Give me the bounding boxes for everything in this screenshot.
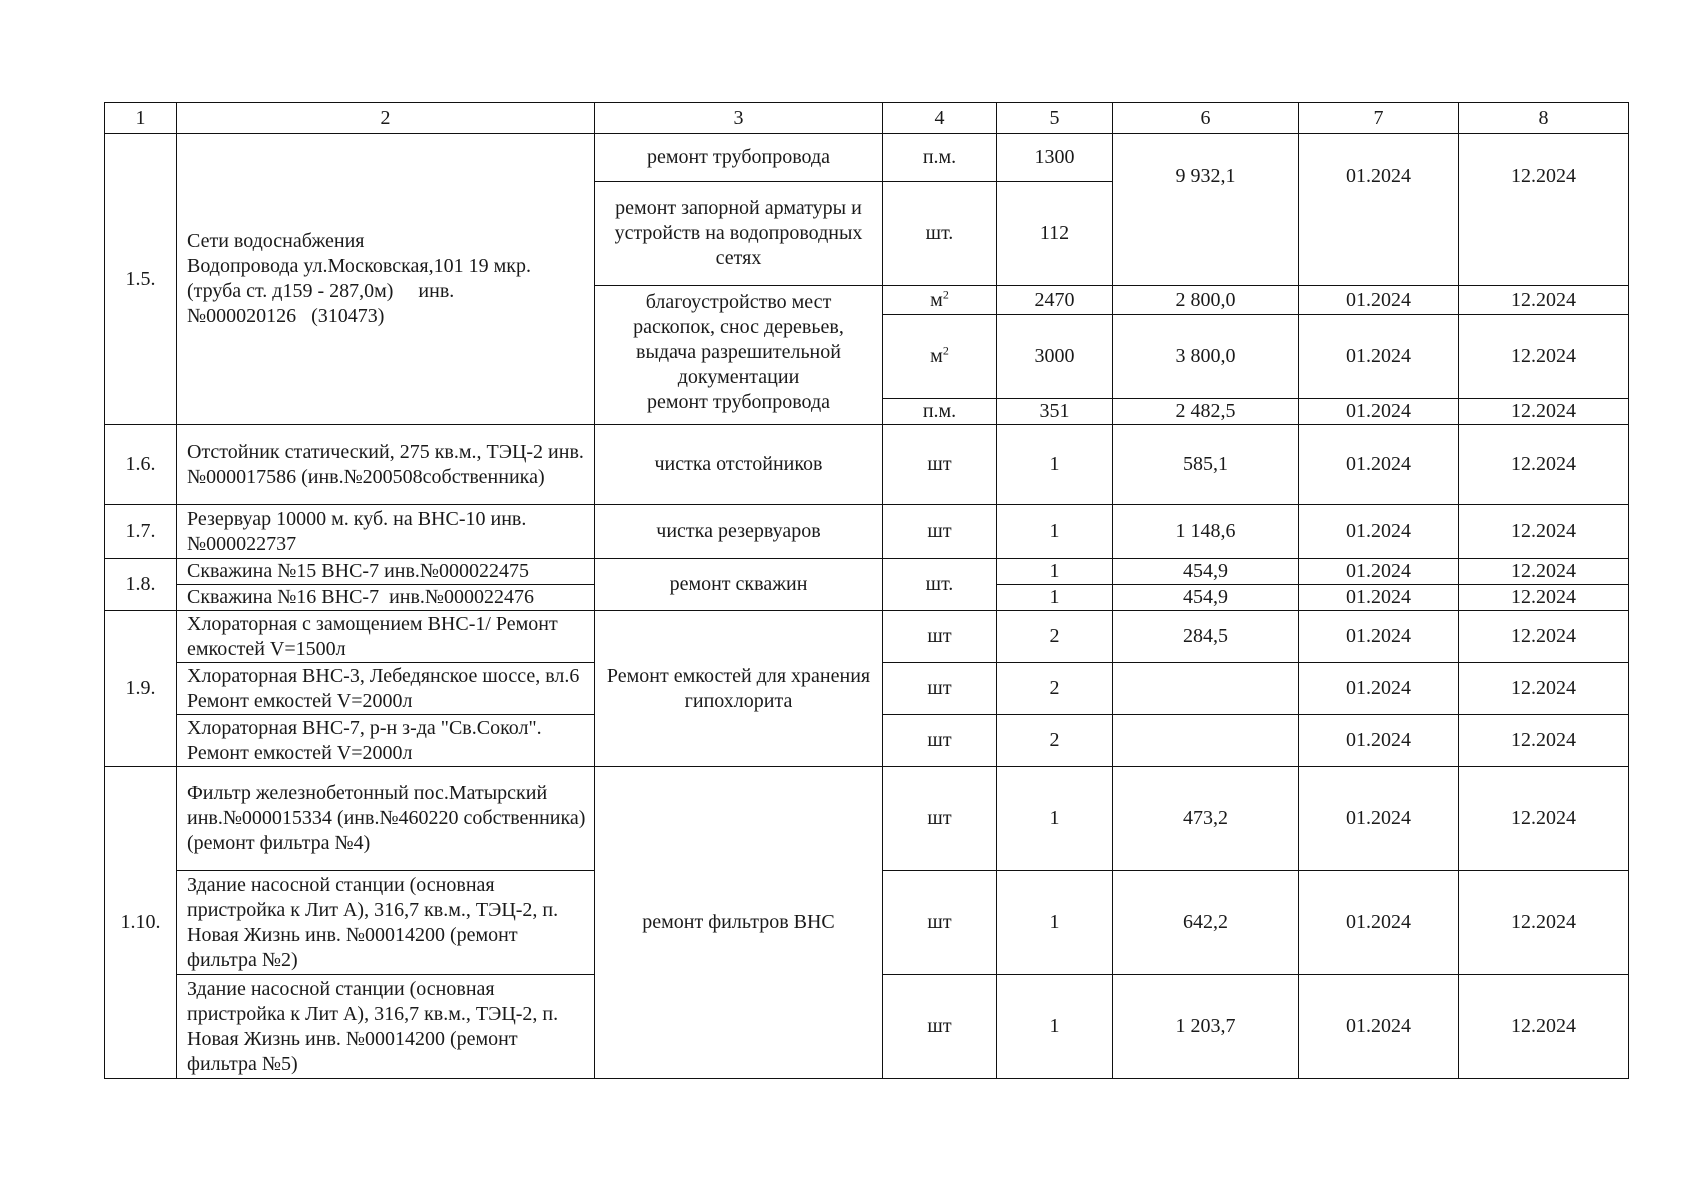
table-row	[105, 505, 1629, 559]
quantity-cell: 1	[997, 767, 1113, 871]
table-row	[105, 559, 1629, 585]
cost-cell: 1 148,6	[1113, 505, 1299, 559]
cost-cell: 3 800,0	[1113, 315, 1299, 399]
start-date-cell: 01.2024	[1299, 425, 1459, 505]
unit-superscript: 2	[942, 343, 949, 358]
unit-cell: шт	[883, 505, 997, 559]
end-date-cell: 12.2024	[1459, 286, 1629, 315]
unit-cell: шт	[883, 767, 997, 871]
table-row	[105, 425, 1629, 505]
row-number: 1.5.	[105, 134, 177, 425]
end-date-cell: 12.2024	[1459, 315, 1629, 399]
start-date-cell: 01.2024	[1299, 505, 1459, 559]
end-date-cell: 12.2024	[1459, 663, 1629, 715]
cost-cell: 2 482,5	[1113, 399, 1299, 425]
object-description: Здание насосной станции (основная пристройка к Лит А), 316,7 кв.м., ТЭЦ-2, п. Новая Жизнь инв. №00014200 (ремонт фильтра №2)	[177, 871, 595, 975]
table-row	[105, 134, 1629, 182]
cost-cell: 454,9	[1113, 585, 1299, 611]
work-type	[595, 286, 883, 425]
unit-cell: шт.	[883, 559, 997, 611]
cost-cell: 284,5	[1113, 611, 1299, 663]
unit-base: м	[930, 288, 943, 311]
end-date-cell: 12.2024	[1459, 585, 1629, 611]
cost-cell: 2 800,0	[1113, 286, 1299, 315]
start-date-cell: 01.2024	[1299, 871, 1459, 975]
end-date-cell: 12.2024	[1459, 715, 1629, 767]
work-type: ремонт трубопровода	[595, 134, 883, 182]
object-description	[177, 134, 595, 425]
unit-cell: п.м.	[883, 134, 997, 182]
unit-cell	[883, 286, 997, 315]
unit-cell: шт	[883, 425, 997, 505]
row-number: 1.7.	[105, 505, 177, 559]
object-description: Отстойник статический, 275 кв.м., ТЭЦ-2 инв.№000017586 (инв.№200508собственника)	[177, 425, 595, 505]
header-cell: 5	[997, 103, 1113, 134]
object-line: (труба ст. д159 - 287,0м) инв.	[187, 280, 455, 302]
unit-cell: шт	[883, 663, 997, 715]
start-date-cell: 01.2024	[1299, 134, 1459, 286]
object-line: №000020126 (310473)	[187, 305, 385, 327]
quantity-cell: 2470	[997, 286, 1113, 315]
object-description: Хлораторная ВНС-3, Лебедянское шоссе, вл.6 Ремонт емкостей V=2000л	[177, 663, 595, 715]
start-date-cell: 01.2024	[1299, 399, 1459, 425]
work-type-text: ремонт трубопровода	[646, 391, 831, 413]
work-type: чистка отстойников	[595, 425, 883, 505]
quantity-cell: 2	[997, 715, 1113, 767]
work-type: ремонт скважин	[595, 559, 883, 611]
end-date-cell: 12.2024	[1459, 399, 1629, 425]
work-type: Ремонт емкостей для хранения гипохлорита	[595, 611, 883, 767]
unit-superscript: 2	[942, 286, 949, 301]
work-type: чистка резервуаров	[595, 505, 883, 559]
unit-cell: шт	[883, 611, 997, 663]
end-date-cell: 12.2024	[1459, 871, 1629, 975]
works-table	[104, 102, 1629, 1079]
header-cell: 1	[105, 103, 177, 134]
cost-cell: 473,2	[1113, 767, 1299, 871]
object-description: Скважина №16 ВНС-7 инв.№000022476	[177, 585, 595, 611]
start-date-cell: 01.2024	[1299, 715, 1459, 767]
end-date-cell: 12.2024	[1459, 611, 1629, 663]
row-number: 1.10.	[105, 767, 177, 1079]
row-number: 1.6.	[105, 425, 177, 505]
cost-cell: 454,9	[1113, 559, 1299, 585]
table-header-row	[105, 103, 1629, 134]
cost-cell: 642,2	[1113, 871, 1299, 975]
end-date-cell: 12.2024	[1459, 505, 1629, 559]
object-description: Резервуар 10000 м. куб. на ВНС-10 инв.№000022737	[177, 505, 595, 559]
header-cell: 2	[177, 103, 595, 134]
start-date-cell: 01.2024	[1299, 767, 1459, 871]
quantity-cell: 112	[997, 182, 1113, 286]
header-cell: 3	[595, 103, 883, 134]
start-date-cell: 01.2024	[1299, 559, 1459, 585]
object-line: Сети водоснабжения	[187, 230, 365, 252]
cost-cell	[1113, 663, 1299, 715]
quantity-cell: 2	[997, 611, 1113, 663]
end-date-cell: 12.2024	[1459, 425, 1629, 505]
work-type: ремонт запорной арматуры и устройств на водопроводных сетях	[595, 182, 883, 286]
quantity-cell: 1	[997, 975, 1113, 1079]
unit-base: м	[930, 345, 943, 367]
start-date-cell: 01.2024	[1299, 663, 1459, 715]
unit-cell: шт	[883, 975, 997, 1079]
end-date-cell: 12.2024	[1459, 767, 1629, 871]
header-cell: 7	[1299, 103, 1459, 134]
quantity-cell: 1	[997, 505, 1113, 559]
work-type: ремонт фильтров ВНС	[595, 767, 883, 1079]
quantity-cell: 3000	[997, 315, 1113, 399]
header-cell: 8	[1459, 103, 1629, 134]
cost-cell	[1113, 715, 1299, 767]
cost-cell: 9 932,1	[1113, 134, 1299, 286]
object-description: Фильтр железнобетонный пос.Матырский инв.№000015334 (инв.№460220 собственника)(ремонт фильтра №4)	[177, 767, 595, 871]
unit-cell: п.м.	[883, 399, 997, 425]
unit-cell: шт	[883, 715, 997, 767]
quantity-cell: 1	[997, 559, 1113, 585]
end-date-cell: 12.2024	[1459, 134, 1629, 286]
quantity-cell: 351	[997, 399, 1113, 425]
work-type-text: благоустройство мест раскопок, снос деревьев, выдача разрешительной документации	[633, 291, 844, 388]
object-description: Скважина №15 ВНС-7 инв.№000022475	[177, 559, 595, 585]
unit-cell: шт.	[883, 182, 997, 286]
table-row	[105, 767, 1629, 871]
header-cell: 6	[1113, 103, 1299, 134]
quantity-cell: 1	[997, 425, 1113, 505]
cost-cell: 585,1	[1113, 425, 1299, 505]
unit-cell	[883, 315, 997, 399]
quantity-cell: 1300	[997, 134, 1113, 182]
quantity-cell: 1	[997, 871, 1113, 975]
start-date-cell: 01.2024	[1299, 286, 1459, 315]
table-row	[105, 611, 1629, 663]
start-date-cell: 01.2024	[1299, 585, 1459, 611]
start-date-cell: 01.2024	[1299, 315, 1459, 399]
row-number: 1.9.	[105, 611, 177, 767]
object-line: Водопровода ул.Московская,101 19 мкр.	[187, 255, 531, 277]
quantity-cell: 1	[997, 585, 1113, 611]
quantity-cell: 2	[997, 663, 1113, 715]
header-cell: 4	[883, 103, 997, 134]
start-date-cell: 01.2024	[1299, 975, 1459, 1079]
object-description: Здание насосной станции (основная пристройка к Лит А), 316,7 кв.м., ТЭЦ-2, п. Новая Жизнь инв. №00014200 (ремонт фильтра №5)	[177, 975, 595, 1079]
end-date-cell: 12.2024	[1459, 559, 1629, 585]
start-date-cell: 01.2024	[1299, 611, 1459, 663]
object-description: Хлораторная ВНС-7, р-н з-да "Св.Сокол". Ремонт емкостей V=2000л	[177, 715, 595, 767]
row-number: 1.8.	[105, 559, 177, 611]
cost-cell: 1 203,7	[1113, 975, 1299, 1079]
end-date-cell: 12.2024	[1459, 975, 1629, 1079]
object-description: Хлораторная с замощением ВНС-1/ Ремонт емкостей V=1500л	[177, 611, 595, 663]
unit-cell: шт	[883, 871, 997, 975]
